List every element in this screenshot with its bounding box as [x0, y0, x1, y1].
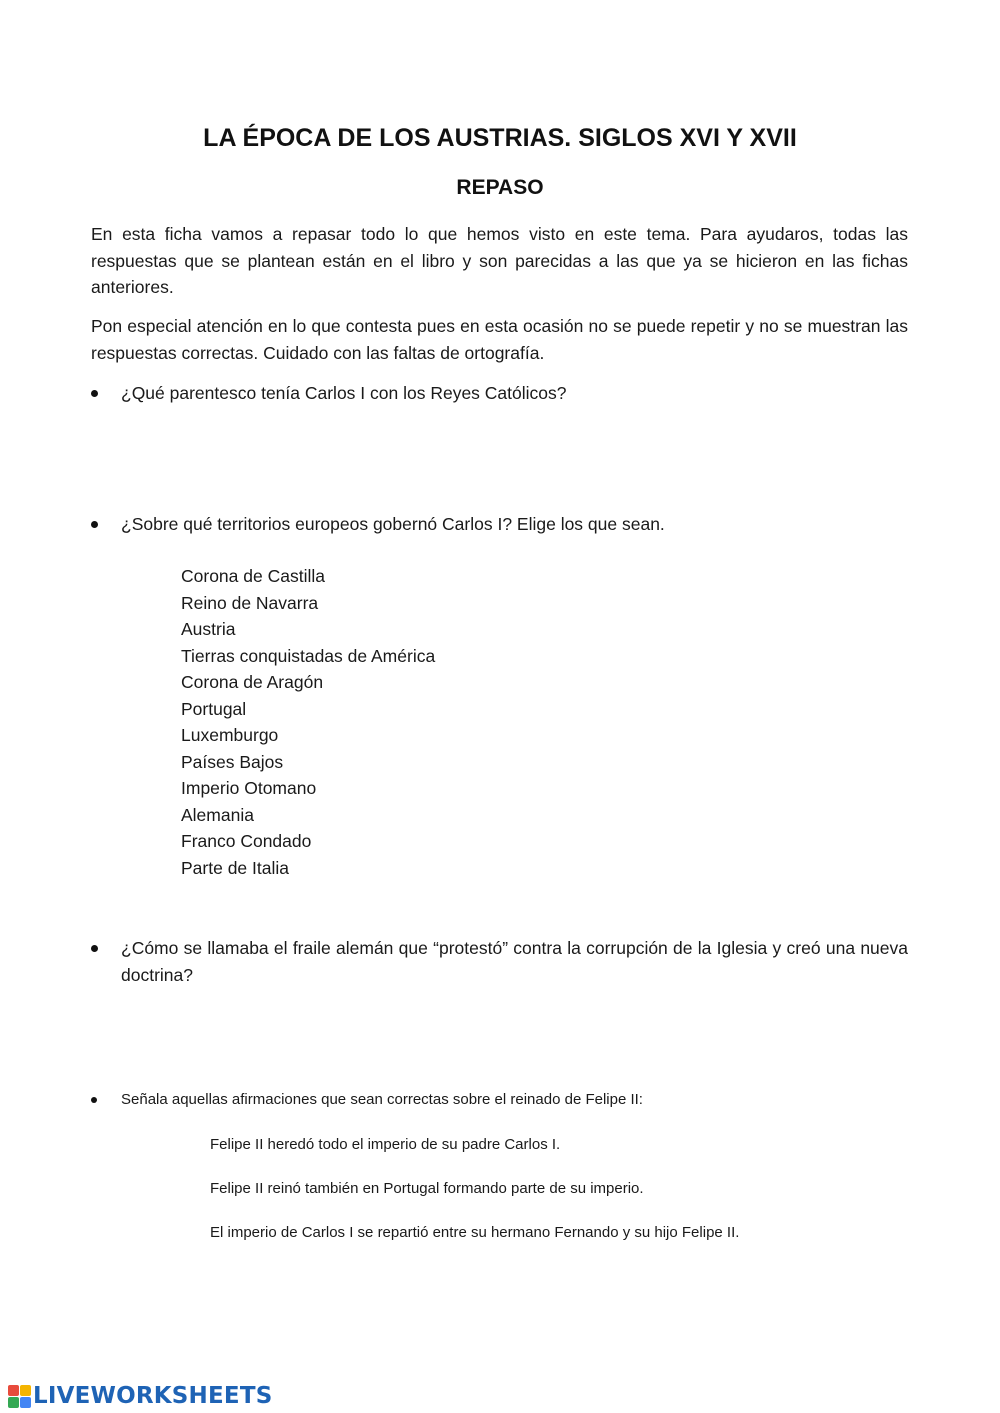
logo-text: LIVEWORKSHEETS: [33, 1383, 273, 1409]
territory-option[interactable]: Parte de Italia: [181, 857, 289, 878]
intro-paragraph-2: Pon especial atención en lo que contesta pues en esta ocasión no se puede repetir y no se muestran las respuestas correctas. Cuidado con las faltas de ortografía.: [91, 316, 908, 363]
statement-option[interactable]: El imperio de Carlos I se repartió entre su hermano Fernando y su hijo Felipe II.: [210, 1224, 740, 1241]
territory-option[interactable]: Franco Condado: [181, 831, 312, 851]
liveworksheets-logo-icon: [8, 1385, 31, 1408]
territory-option[interactable]: Reino de Navarra: [181, 592, 319, 613]
territory-option[interactable]: Alemania: [181, 804, 254, 825]
bullet-icon: [91, 945, 98, 952]
territory-option[interactable]: Imperio Otomano: [181, 778, 317, 798]
logo-square: [20, 1385, 31, 1396]
bullet-icon: [91, 1097, 97, 1103]
felipe-statements-list: [210, 1134, 739, 1266]
logo-square: [8, 1397, 19, 1408]
territory-options-list: [181, 563, 435, 881]
statement-option[interactable]: Felipe II reinó también en Portugal formando parte de su imperio.: [210, 1180, 644, 1197]
territory-option[interactable]: Austria: [181, 619, 236, 639]
territory-option[interactable]: Países Bajos: [181, 751, 284, 772]
statement-option[interactable]: Felipe II heredó todo el imperio de su padre Carlos I.: [210, 1136, 561, 1153]
question-3-text: ¿Cómo se llamaba el fraile alemán que “protestó” contra la corrupción de la Iglesia y creó una nueva doctrina?: [121, 938, 908, 985]
question-4-text: Señala aquellas afirmaciones que sean correctas sobre el reinado de Felipe II:: [121, 1091, 643, 1108]
territory-option[interactable]: Tierras conquistadas de América: [181, 645, 436, 666]
intro-paragraph-1: En esta ficha vamos a repasar todo lo que hemos visto en este tema. Para ayudaros, todas las respuestas que se plantean están en el libro y son parecidas a las que ya se hicieron en las fichas anteriores.: [91, 224, 908, 297]
page-title: LA ÉPOCA DE LOS AUSTRIAS. SIGLOS XVI Y XVII: [203, 124, 797, 152]
liveworksheets-logo[interactable]: [8, 1381, 272, 1411]
question-2-text: ¿Sobre qué territorios europeos gobernó Carlos I? Elige los que sean.: [121, 514, 665, 534]
territory-option[interactable]: Portugal: [181, 698, 247, 719]
logo-square: [20, 1397, 31, 1408]
bullet-icon: [91, 390, 98, 397]
question-1-text: ¿Qué parentesco tenía Carlos I con los Reyes Católicos?: [121, 383, 567, 403]
bullet-icon: [91, 521, 98, 528]
logo-square: [8, 1385, 19, 1396]
territory-option[interactable]: Corona de Castilla: [181, 566, 325, 586]
territory-option[interactable]: Luxemburgo: [181, 725, 279, 745]
page-subtitle: REPASO: [456, 176, 544, 199]
territory-option[interactable]: Corona de Aragón: [181, 672, 324, 692]
